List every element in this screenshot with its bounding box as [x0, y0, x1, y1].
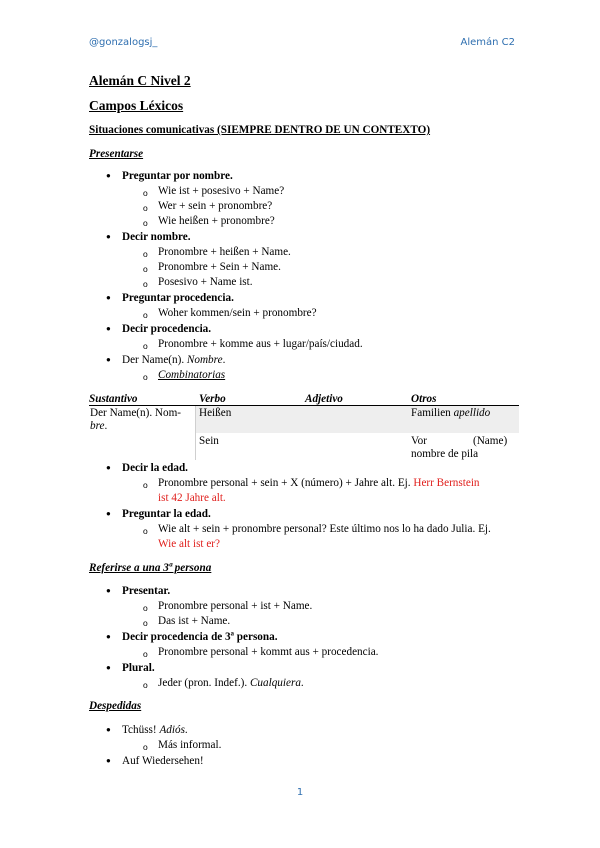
label-presentar: Presentar. [122, 585, 171, 597]
page-number: 1 [296, 787, 304, 798]
circle-bullet-icon: o [143, 603, 148, 613]
bullet-icon: ● [106, 663, 111, 672]
list-item: Pronombre + Sein + Name. [158, 261, 281, 273]
label-preguntar-procedencia: Preguntar procedencia. [122, 292, 234, 304]
list-item: Pronombre + komme aus + lugar/país/ciudad. [158, 338, 363, 350]
bullet-icon: ● [106, 756, 111, 765]
list-item: Woher kommen/sein + pronombre? [158, 307, 317, 319]
heading-despedidas: Despedidas [89, 700, 142, 712]
column-header-otros: Otros [411, 393, 437, 405]
table-cell: Sein [199, 435, 219, 447]
circle-bullet-icon: o [143, 188, 148, 198]
column-header-adjetivo: Adjetivo [305, 393, 343, 405]
bullet-icon: ● [106, 171, 111, 180]
circle-bullet-icon: o [143, 279, 148, 289]
label-preguntar-nombre: Preguntar por nombre. [122, 170, 233, 182]
table-cell: nombre de pila [411, 448, 479, 460]
section-title: Situaciones comunicativas (SIEMPRE DENTRO DE UN CONTEXTO) [89, 124, 431, 136]
bullet-icon: ● [106, 632, 111, 641]
list-item: Pronombre personal + kommt aus + procedencia. [158, 646, 379, 658]
list-item-continuation: ist 42 Jahre alt. [158, 492, 226, 504]
label-der-name: Der Name(n). Nombre. [122, 354, 226, 366]
label-decir-nombre: Decir nombre. [122, 231, 191, 243]
bullet-icon: ● [106, 586, 111, 595]
table-cell: Der Name(n). Nom- [90, 407, 182, 419]
circle-bullet-icon: o [143, 372, 148, 382]
label-plural: Plural. [122, 662, 155, 674]
header-course: Alemán C2 [460, 37, 515, 48]
bullet-icon: ● [106, 509, 111, 518]
list-item-combinatorias: Combinatorias [158, 369, 226, 381]
table-cell: (Name) [473, 435, 508, 447]
list-item: Más informal. [158, 739, 222, 751]
circle-bullet-icon: o [143, 649, 148, 659]
bullet-icon: ● [106, 355, 111, 364]
table-cell: Familien apellido [411, 407, 491, 419]
list-item: Jeder (pron. Indef.). Cualquiera. [158, 677, 304, 689]
circle-bullet-icon: o [143, 526, 148, 536]
circle-bullet-icon: o [143, 203, 148, 213]
table-cell: bre. [90, 420, 108, 432]
bullet-icon: ● [106, 293, 111, 302]
document-subtitle: Campos Léxicos [89, 98, 184, 113]
list-item: Pronombre + heißen + Name. [158, 246, 291, 258]
circle-bullet-icon: o [143, 310, 148, 320]
list-item-auf-wiedersehen: Auf Wiedersehen! [122, 755, 204, 767]
list-item-continuation: Wie alt ist er? [158, 538, 220, 550]
table-cell: Heißen [199, 407, 232, 419]
circle-bullet-icon: o [143, 480, 148, 490]
circle-bullet-icon: o [143, 249, 148, 259]
list-item: Wie alt + sein + pronombre personal? Este último nos lo ha dado Julia. Ej. [158, 523, 491, 535]
list-item: Posesivo + Name ist. [158, 276, 253, 288]
circle-bullet-icon: o [143, 742, 148, 752]
list-item: Wer + sein + pronombre? [158, 200, 273, 212]
list-item: Das ist + Name. [158, 615, 231, 627]
list-item: Pronombre personal + ist + Name. [158, 600, 313, 612]
column-header-sustantivo: Sustantivo [89, 393, 138, 405]
label-procedencia-tercera: Decir procedencia de 3ª persona. [122, 631, 278, 643]
label-decir-edad: Decir la edad. [122, 462, 188, 474]
table-header [89, 393, 519, 405]
list-item: Wie heißen + pronombre? [158, 215, 275, 227]
heading-tercera-persona: Referirse a una 3ª persona [89, 562, 212, 574]
bullet-icon: ● [106, 463, 111, 472]
circle-bullet-icon: o [143, 264, 148, 274]
label-decir-procedencia: Decir procedencia. [122, 323, 212, 335]
circle-bullet-icon: o [143, 618, 148, 628]
bullet-icon: ● [106, 324, 111, 333]
bullet-icon: ● [106, 232, 111, 241]
label-preguntar-edad: Preguntar la edad. [122, 508, 211, 520]
list-item-tschuss: Tchüss! Adiós. [122, 724, 188, 736]
circle-bullet-icon: o [143, 218, 148, 228]
header-author: @gonzalogsj_ [89, 37, 158, 48]
document-title: Alemán C Nivel 2 [89, 73, 191, 88]
column-header-verbo: Verbo [199, 393, 226, 405]
list-item: Pronombre personal + sein + X (número) + Jahre alt. Ej. Herr Bernstein [158, 477, 480, 489]
heading-presentarse: Presentarse [89, 148, 144, 160]
list-item: Wie ist + posesivo + Name? [158, 185, 285, 197]
table-cell: Vor [411, 435, 427, 447]
circle-bullet-icon: o [143, 341, 148, 351]
bullet-icon: ● [106, 725, 111, 734]
circle-bullet-icon: o [143, 680, 148, 690]
table-column-divider [195, 406, 196, 460]
